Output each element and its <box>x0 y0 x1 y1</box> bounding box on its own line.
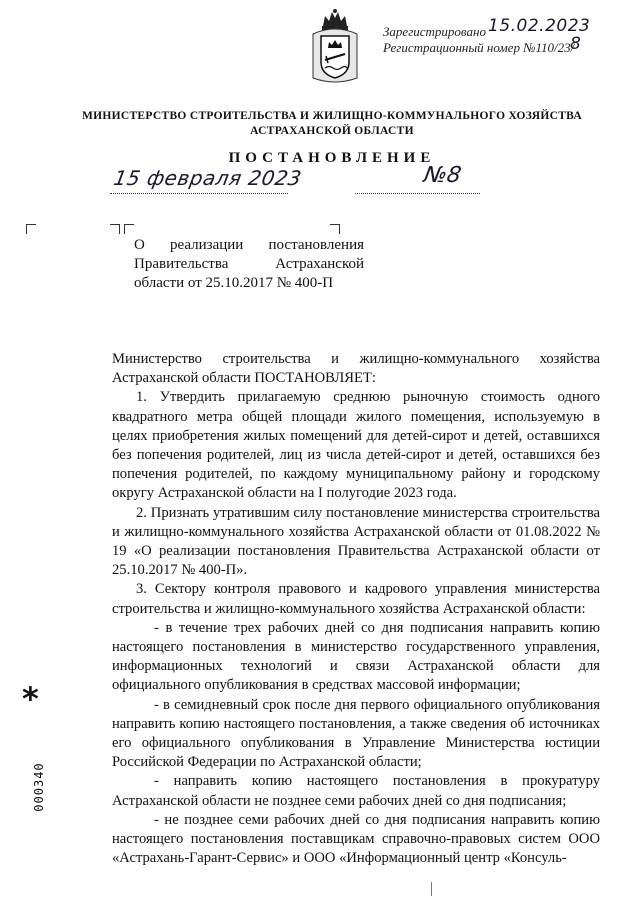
intro-paragraph: Министерство строительства и жилищно-коммунального хозяйства Астраханской области ПОСТАНОВЛЯЕТ: <box>112 351 600 387</box>
corner-mark <box>124 224 134 234</box>
dash-item-3: - направить копию настоящего постановления в прокуратуру Астраханской области не позднее семи рабочих дней со дня подписания; <box>112 773 600 809</box>
registration-date-handwritten: 15.02.2023 <box>488 16 591 36</box>
paragraph-2: 2. Признать утратившим силу постановление министерства строительства и жилищно-коммунального хозяйства Астраханской области от 01.08.2022 № 19 «О реализации постановления Правительства Астраханской области от 25.10.2017 № 400-П». <box>112 504 600 579</box>
date-underline <box>110 193 288 194</box>
dash-item-2: - в семидневный срок после дня первого официального опубликования направить копию настоящего постановления, а также сведения об источниках его официального опубликования в Управление Министерства юстиции Российской Федерации по Астраханской области; <box>112 696 600 771</box>
document-type-heading: ПОСТАНОВЛЕНИЕ <box>228 150 436 166</box>
dash-item-4: - не позднее семи рабочих дней со дня подписания направить копию настоящего постановления поставщикам справочно-правовых систем ООО «Астрахань-Гарант-Сервис» и ООО «Информационный центр «Консуль- <box>112 811 600 867</box>
subject-line: области от 25.10.2017 № 400-П <box>134 275 334 291</box>
dash-item-1: - в течение трех рабочих дней со дня подписания направить копию настоящего постановления в министерство государственного управления, информационных технологий и связи Астраханской области для официального опубликования в средствах массовой информации; <box>112 619 600 694</box>
registration-number-label: Регистрационный номер №110/23/ <box>383 40 575 55</box>
registration-number-suffix: 8 <box>570 34 581 54</box>
bottom-scan-mark <box>431 882 432 896</box>
number-underline <box>355 193 480 194</box>
subject-line: О реализации постановления <box>134 237 364 253</box>
subject-line: Правительства Астраханской <box>134 256 364 272</box>
ministry-title-line2: АСТРАХАНСКОЙ ОБЛАСТИ <box>250 125 414 137</box>
margin-asterisk: * <box>22 680 39 718</box>
ministry-title-line1: МИНИСТЕРСТВО СТРОИТЕЛЬСТВА И ЖИЛИЩНО-КОММУНАЛЬНОГО ХОЗЯЙСТВА <box>81 110 583 122</box>
coat-of-arms-emblem <box>311 8 359 86</box>
registration-label: Зарегистрировано <box>383 24 486 39</box>
astrakhan-coat-of-arms-icon <box>311 8 359 86</box>
corner-mark <box>110 224 120 234</box>
margin-side-code <box>30 752 44 822</box>
side-code-text: 000340 <box>32 762 46 812</box>
corner-mark <box>26 224 36 234</box>
decree-number-handwritten: №8 <box>421 163 464 188</box>
decree-body <box>112 350 600 868</box>
corner-mark <box>330 224 340 234</box>
decree-subject <box>134 236 364 293</box>
paragraph-1: 1. Утвердить прилагаемую среднюю рыночную стоимость одного квадратного метра общей площади жилого помещения, используемую в целях приобретения жилых помещений для детей-сирот и детей, оставшихся без попечения родителей, лиц из числа детей-сирот и детей, оставшихся без попечения родителей, по каждому муниципальному району и городскому округу Астраханской области на I полугодие 2023 года. <box>112 389 600 502</box>
decree-date-handwritten: 15 февраля 2023 <box>111 166 304 190</box>
paragraph-3: 3. Сектору контроля правового и кадрового управления министерства строительства и жилищно-коммунального хозяйства Астраханской области: <box>112 581 600 617</box>
